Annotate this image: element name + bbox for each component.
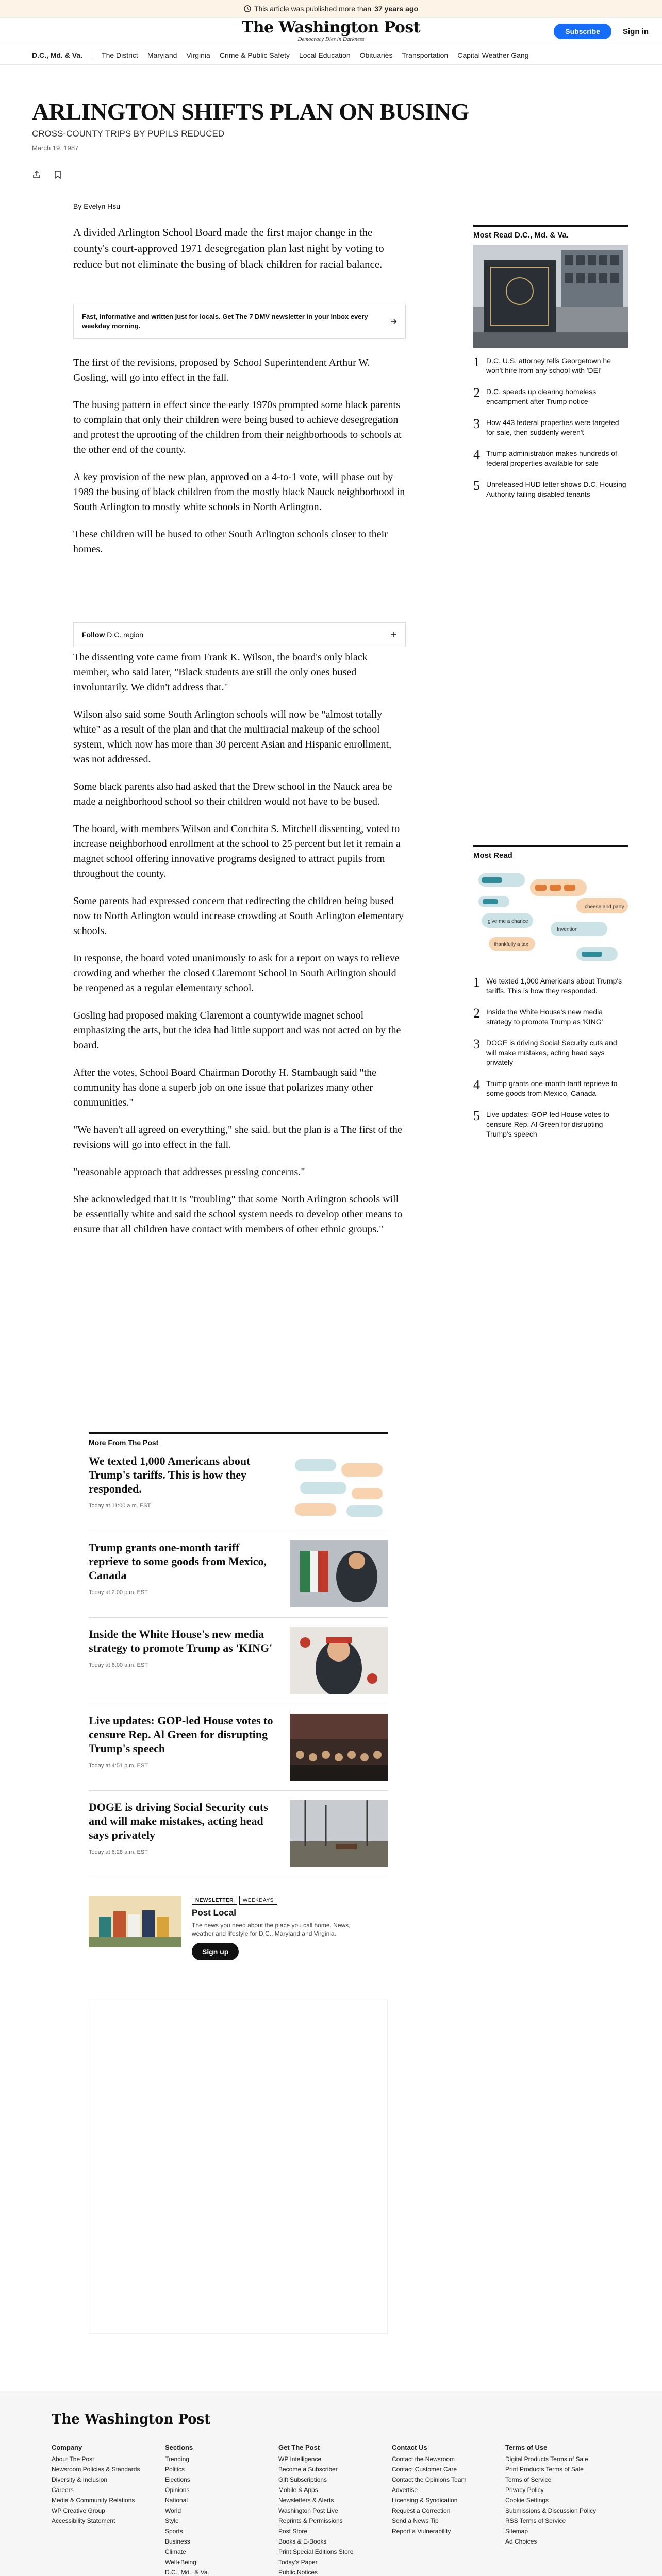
rail-item[interactable]: 5 Live updates: GOP-led House votes to censure Rep. Al Green for disrupting Trump's speech (473, 1108, 609, 1138)
story-card[interactable] (89, 1540, 388, 1618)
follow-topic-name: D.C. region (107, 631, 144, 639)
newsletter-frequency: WEEKDAYS (239, 1896, 277, 1905)
footer-link[interactable]: Privacy Policy (505, 2486, 544, 2494)
article-paragraph: "reasonable approach that addresses pressing concerns." (73, 1166, 305, 1178)
story-time: Today at 11:00 a.m. EST (89, 1503, 151, 1509)
footer-link[interactable]: Business (165, 2538, 190, 2545)
story-thumbnail[interactable] (290, 1454, 388, 1521)
nav-item[interactable]: Maryland (147, 50, 177, 59)
footer-column (505, 2443, 619, 2576)
footer-logo[interactable]: The Washington Post (52, 2412, 211, 2427)
article-paragraph: In response, the board voted unanimously to ask for a report on ways to relieve crowding and whether the closed Claremont School in South Arlington should be reopened as a regular elementary school. (73, 953, 400, 994)
story-time: Today at 2:00 p.m. EST (89, 1589, 148, 1596)
svg-text:thankfully a tax: thankfully a tax (494, 942, 528, 947)
footer-link[interactable]: Well+Being (165, 2558, 196, 2566)
rail-item[interactable]: 1 D.C. U.S. attorney tells Georgetown he won't hire from any school with 'DEI' (473, 354, 611, 375)
footer-column-heading: Get The Post (278, 2444, 320, 2451)
article-paragraph: The dissenting vote came from Frank K. Wilson, the board's only black member, who said later, "Black students are still the only ones bused involuntarily. We didn't address that." (73, 652, 368, 693)
nav-item[interactable]: Virginia (186, 50, 210, 59)
article-headline: ARLINGTON SHIFTS PLAN ON BUSING (32, 98, 469, 125)
story-thumbnail[interactable] (290, 1540, 388, 1607)
footer-link[interactable]: National (165, 2497, 188, 2504)
rail-item[interactable]: 4 Trump grants one-month tariff reprieve to some goods from Mexico, Canada (473, 1077, 618, 1097)
story-title[interactable]: Trump grants one-month tariff reprieve to some goods from Mexico, Canada (89, 1541, 267, 1582)
rail-item[interactable]: 4 Trump administration makes hundreds of federal properties available for sale (473, 447, 617, 467)
footer-link[interactable]: Politics (165, 2466, 185, 2473)
notice-age: 37 years ago (374, 4, 419, 13)
byline[interactable]: By Evelyn Hsu (73, 202, 121, 210)
site-logo[interactable]: The Washington Post (241, 19, 421, 37)
story-card[interactable] (89, 1627, 388, 1704)
footer-link[interactable]: Style (165, 2517, 179, 2524)
rail-title[interactable]: Most Read (473, 845, 628, 860)
newsletter-promo[interactable] (73, 304, 406, 339)
rail-item[interactable]: 3 How 443 federal properties were targeted for sale, then suddenly weren't (473, 416, 619, 436)
footer-link[interactable]: Licensing & Syndication (392, 2497, 458, 2504)
footer-column-heading: Terms of Use (505, 2444, 548, 2451)
footer-link[interactable]: Send a News Tip (392, 2517, 439, 2524)
footer-link[interactable]: Climate (165, 2548, 186, 2555)
site-tagline: Democracy Dies in Darkness (297, 36, 365, 42)
footer-link[interactable]: WP Creative Group (52, 2507, 105, 2514)
footer-link[interactable]: About The Post (52, 2455, 94, 2463)
story-card[interactable] (89, 1454, 388, 1531)
footer-link[interactable]: WP Intelligence (278, 2455, 322, 2463)
ad-placeholder (89, 1999, 388, 2334)
archive-notice (0, 0, 662, 18)
article-subhead: CROSS-COUNTY TRIPS BY PUPILS REDUCED (32, 129, 225, 139)
article-paragraph: Wilson also said some South Arlington schools will now be "almost totally white" as a result of the plan and that the multiracial makeup of the school system, which now has more than 30 percent Asian and Hispanic enrollment, was not addressed. (73, 709, 392, 765)
bookmark-icon[interactable] (54, 170, 62, 179)
story-title[interactable]: Inside the White House's new media strategy to promote Trump as 'KING' (89, 1628, 273, 1654)
footer-link[interactable]: Cookie Settings (505, 2497, 549, 2504)
footer-link[interactable]: Public Notices (278, 2569, 318, 2576)
article-paragraph: These children will be bused to other South Arlington schools closer to their homes. (73, 529, 388, 555)
footer-link[interactable]: Contact the Newsroom (392, 2455, 455, 2463)
rail-item[interactable]: 5 Unreleased HUD letter shows D.C. Housing Authority failing disabled tenants (473, 478, 626, 498)
article-lede: A divided Arlington School Board made the first major change in the county's court-approved 1971 desegregation plan last night by voting to reduce but not eliminate the busing of black children for racial balance. (73, 226, 384, 270)
footer-link[interactable]: Elections (165, 2476, 190, 2483)
article-paragraph: The busing pattern in effect since the early 1970s prompted some black parents to complain that only their children were being bused to achieve desegregation and protest the uprooting of the children from their neighborhoods to schools at the other end of the county. (73, 399, 402, 455)
footer-column (278, 2443, 392, 2576)
article-paragraph: Some black parents also had asked that the Drew school in the Nauck area be made a neighborhood school so their children would not have to be bused. (73, 781, 392, 807)
footer-link[interactable]: Ad Choices (505, 2538, 537, 2545)
nav-item[interactable]: Transportation (402, 50, 449, 59)
footer-link[interactable]: Print Special Editions Store (278, 2548, 354, 2555)
newsletter-illustration (89, 1896, 181, 1947)
story-thumbnail[interactable] (290, 1800, 388, 1867)
rail-hero-image[interactable] (473, 245, 628, 348)
rail-item[interactable]: 2 Inside the White House's new media strategy to promote Trump as 'KING' (473, 1006, 603, 1026)
rail-title[interactable]: Most Read D.C., Md. & Va. (473, 225, 628, 240)
story-card[interactable] (89, 1800, 388, 1877)
nav-item[interactable]: Obituaries (359, 50, 393, 59)
footer-link[interactable]: Newsletters & Alerts (278, 2497, 334, 2504)
notice-text: This article was published more than (254, 4, 372, 13)
footer-link[interactable]: Submissions & Discussion Policy (505, 2507, 597, 2514)
footer-link[interactable]: Opinions (165, 2486, 190, 2494)
footer-link[interactable]: Reprints & Permissions (278, 2517, 343, 2524)
footer-column-heading: Contact Us (392, 2444, 427, 2451)
newsletter-name: Post Local (192, 1908, 236, 1918)
article-body-continued (73, 650, 406, 1249)
footer-link[interactable]: World (165, 2507, 181, 2514)
rail-hero-image[interactable] (473, 865, 628, 968)
footer-column-heading: Company (52, 2444, 82, 2451)
article-paragraph: Some parents had expressed concern that redirecting the children being bused now to North Arlington would increase crowding at South Arlington elementary schools. (73, 895, 404, 937)
rail-item[interactable]: 1 We texted 1,000 Americans about Trump's tariffs. This is how they responded. (473, 975, 622, 995)
footer-link[interactable]: Sports (165, 2528, 183, 2535)
svg-text:cheese and party: cheese and party (585, 904, 624, 910)
article-paragraph: "We haven't all agreed on everything," she said. but the plan is a The first of the revisions will go into effect in the fall. (73, 1124, 402, 1150)
story-time: Today at 4:51 p.m. EST (89, 1762, 148, 1769)
newsletter-signup (89, 1896, 388, 1968)
footer-link[interactable]: Become a Subscriber (278, 2466, 338, 2473)
footer-link[interactable]: Digital Products Terms of Sale (505, 2455, 588, 2463)
share-tools (32, 170, 62, 179)
nav-home-section[interactable]: D.C., Md. & Va. (32, 50, 83, 59)
footer-link[interactable]: Print Products Terms of Sale (505, 2466, 584, 2473)
footer-link[interactable]: D.C., Md., & Va. (165, 2569, 209, 2576)
more-from-the-post (89, 1432, 388, 1887)
article-paragraph: She acknowledged that it is "troubling" that some North Arlington schools will be essentially white and said the school system needs to develop other means to ensure that all children have contact with members of other ethnic groups." (73, 1194, 403, 1235)
nav-item[interactable]: Crime & Public Safety (219, 50, 290, 59)
story-thumbnail[interactable] (290, 1714, 388, 1781)
svg-text:Invention: Invention (557, 927, 578, 933)
nav-item[interactable]: Local Education (299, 50, 351, 59)
article-paragraph: After the votes, School Board Chairman Dorothy H. Stambaugh said "the community has done a superb job on one issue that polarizes many other communities." (73, 1067, 377, 1108)
newsletter-sign-up-button[interactable]: Sign up (192, 1943, 239, 1960)
footer-column (52, 2443, 165, 2576)
footer-link[interactable]: Washington Post Live (278, 2507, 338, 2514)
newsletter-description: The news you need about the place you call home. News, weather and lifestyle for D.C., Maryland and Virginia. (192, 1922, 351, 1937)
follow-topic[interactable] (73, 622, 406, 647)
article-date: March 19, 1987 (32, 144, 79, 152)
sign-in-link[interactable]: Sign in (623, 27, 649, 36)
story-time: Today at 6:00 a.m. EST (89, 1662, 148, 1668)
footer-link[interactable]: Media & Community Relations (52, 2497, 135, 2504)
subscribe-button[interactable]: Subscribe (554, 24, 611, 39)
footer-link[interactable]: Mobile & Apps (278, 2486, 318, 2494)
article-paragraph: Gosling had proposed making Claremont a countywide magnet school emphasizing the arts, but the idea had little support and was not acted on by the board. (73, 1010, 401, 1051)
clock-icon (244, 5, 251, 12)
more-title[interactable]: More From The Post (89, 1432, 388, 1447)
article-paragraph: The first of the revisions, proposed by School Superintendent Arthur W. Gosling, will go into effect in the fall. (73, 357, 370, 383)
footer-link[interactable]: RSS Terms of Service (505, 2517, 566, 2524)
article-body (73, 355, 406, 569)
site-header (0, 18, 662, 45)
rail-item[interactable]: 3 DOGE is driving Social Security cuts and will make mistakes, acting head says privately (473, 1037, 617, 1066)
story-thumbnail[interactable] (290, 1627, 388, 1694)
footer-link[interactable]: Careers (52, 2486, 74, 2494)
story-time: Today at 6:28 a.m. EST (89, 1849, 148, 1855)
footer-link[interactable]: Sitemap (505, 2528, 528, 2535)
nav-item[interactable]: Capital Weather Gang (457, 50, 529, 59)
footer-column-heading: Sections (165, 2444, 193, 2451)
story-title[interactable]: Live updates: GOP-led House votes to censure Rep. Al Green for disrupting Trump's speech (89, 1714, 273, 1755)
story-title[interactable]: We texted 1,000 Americans about Trump's tariffs. This is how they responded. (89, 1454, 251, 1495)
story-title[interactable]: DOGE is driving Social Security cuts and will make mistakes, acting head says privately (89, 1801, 268, 1841)
footer-link[interactable]: Books & E-Books (278, 2538, 327, 2545)
most-read-local (473, 225, 628, 511)
masthead[interactable] (242, 20, 420, 42)
newsletter-tag: NEWSLETTER (192, 1896, 237, 1905)
footer-link[interactable]: Report a Vulnerability (392, 2528, 451, 2535)
section-nav (0, 45, 662, 65)
footer-link[interactable]: Contact Customer Care (392, 2466, 457, 2473)
footer-link[interactable]: Contact the Opinions Team (392, 2476, 467, 2483)
article-paragraph: A key provision of the new plan, approved on a 4-to-1 vote, will phase out by 1989 the busing of black children from the mostly black Nauck neighborhood in South Arlington to mostly white schools in North Arlington. (73, 471, 405, 513)
footer-column (392, 2443, 505, 2576)
footer-link[interactable]: Today's Paper (278, 2558, 318, 2566)
share-icon[interactable] (32, 170, 41, 179)
footer-link[interactable]: Gift Subscriptions (278, 2476, 327, 2483)
promo-text: Fast, informative and written just for locals. Get The 7 DMV newsletter in your inbox every weekday morning. (82, 313, 368, 330)
follow-label: Follow (82, 631, 105, 639)
footer-link[interactable]: Trending (165, 2455, 189, 2463)
footer-link[interactable]: Terms of Service (505, 2476, 552, 2483)
article-paragraph: The board, with members Wilson and Conchita S. Mitchell dissenting, voted to increase neighborhood enrollment at the school to 25 percent but let it remain a magnet school offering innovative programs designed to attract pupils from throughout the county. (73, 823, 401, 879)
story-card[interactable] (89, 1714, 388, 1791)
footer-link[interactable]: Diversity & Inclusion (52, 2476, 108, 2483)
footer-link[interactable]: Accessibility Statement (52, 2517, 115, 2524)
footer-link[interactable]: Advertise (392, 2486, 418, 2494)
svg-text:give me a chance: give me a chance (488, 919, 528, 924)
footer-link[interactable]: Post Store (278, 2528, 308, 2535)
footer-link[interactable]: Request a Correction (392, 2507, 451, 2514)
footer-link[interactable]: Newsroom Policies & Standards (52, 2466, 140, 2473)
footer-column (165, 2443, 278, 2576)
most-read-national (473, 845, 628, 1150)
arrow-right-icon[interactable] (390, 318, 397, 325)
site-footer (0, 2391, 662, 2576)
plus-icon[interactable] (390, 631, 397, 638)
nav-item[interactable]: The District (102, 50, 138, 59)
rail-item[interactable]: 2 D.C. speeds up clearing homeless encampment after Trump notice (473, 385, 597, 405)
